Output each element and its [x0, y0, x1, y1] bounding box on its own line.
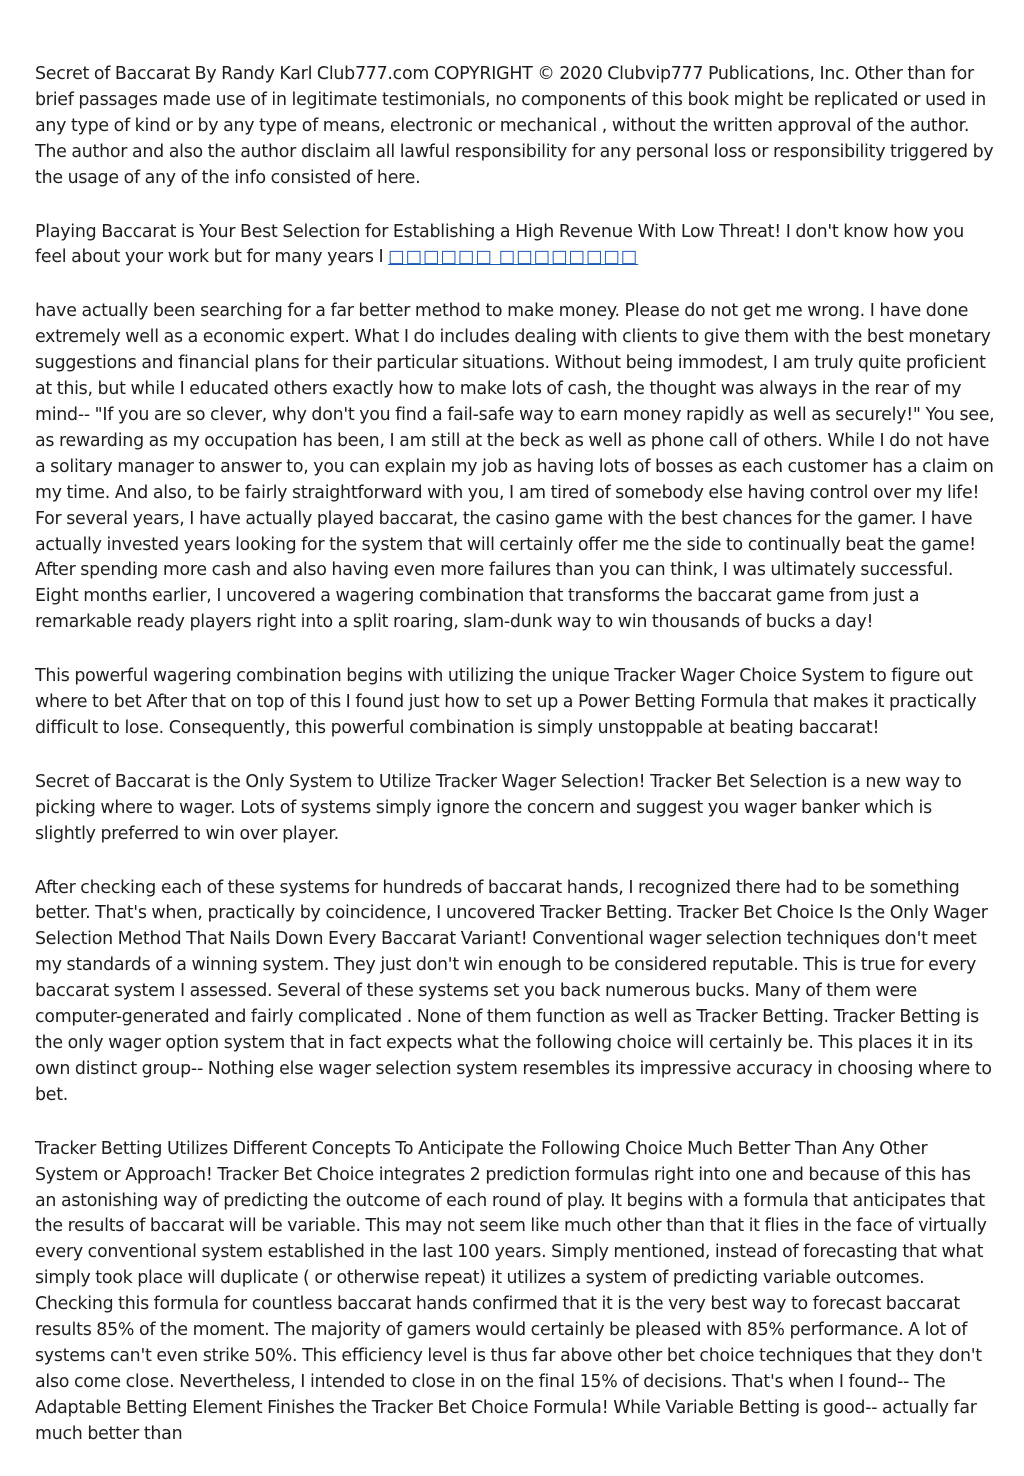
combination-paragraph: This powerful wagering combination begins with utilizing the unique Tracker Wager Choice System to figure out where to bet After that on top of this I found just how to set up a Power Betting Formula that makes it practically difficult to lose. Consequently, this powerful combination is simply unstoppable at beating baccarat!	[35, 666, 977, 738]
story-paragraph: have actually been searching for a far better method to make money. Please do not get me wrong. I have done extremely well as a economic expert. What I do includes dealing with clients to give them with the best monetary suggestions and financial plans for their particular situations. Without being immodest, I am truly quite proficient at this, but while I educated others exactly how to make lots of cash, the thought was always in the rear of my mind-- "If you are so clever, why don't you find a fail-safe way to earn money rapidly as well as securely!" You see, as rewarding as my occupation has been, I am still at the beck as well as phone call of others. While I do not have a solitary manager to answer to, you can explain my job as having lots of bosses as each customer has a claim on my time. And also, to be fairly straightforward with you, I am tired of somebody else having control over my life! For several years, I have actually played baccarat, the casino game with the best chances for the gamer. I have actually invested years looking for the system that will certainly offer me the side to continually beat the game! After spending more cash and also having even more failures than you can think, I was ultimately successful. Eight months earlier, I uncovered a wagering combination that transforms the baccarat game from just a remarkable ready players right into a split roaring, slam-dunk way to win thousands of bucks a day!	[35, 301, 995, 633]
external-link[interactable]: □□□□□□ □□□□□□□□	[388, 247, 639, 268]
copyright-paragraph: Secret of Baccarat By Randy Karl Club777.com COPYRIGHT © 2020 Clubvip777 Publications, Inc. Other than for brief passages made use of in legitimate testimonials, no components of this book might be replicated or used in any type of kind or by any type of means, electronic or mechanical , without the written approval of the author. The author and also the author disclaim all lawful responsibility for any personal loss or responsibility triggered by the usage of any of the info consisted of here.	[35, 64, 994, 188]
checking-systems-paragraph: After checking each of these systems for hundreds of baccarat hands, I recognized there had to be something better. That's when, practically by coincidence, I uncovered Tracker Betting. Tracker Bet Choice Is the Only Wager Selection Method That Nails Down Every Baccarat Variant! Conventional wager selection techniques don't meet my standards of a winning system. They just don't win enough to be considered reputable. This is true for every baccarat system I assessed. Several of these systems set you back numerous bucks. Many of them were computer-generated and fairly complicated . None of them function as well as Tracker Betting. Tracker Betting is the only wager option system that in fact expects what the following choice will certainly be. This places it in its own distinct group-- Nothing else wager selection system resembles its impressive accuracy in choosing where to bet.	[35, 877, 992, 1105]
tracker-selection-paragraph: Secret of Baccarat is the Only System to Utilize Tracker Wager Selection! Tracker Bet Selection is a new way to picking where to wager. Lots of systems simply ignore the concern and suggest you wager banker which is slightly preferred to win over player.	[35, 771, 962, 844]
intro-text: Playing Baccarat is Your Best Selection for Establishing a High Revenue With Low Threat! I don't know how you feel about your work but for many years I	[35, 221, 965, 268]
document-body	[35, 62, 995, 1476]
tracker-betting-paragraph: Tracker Betting Utilizes Different Concepts To Anticipate the Following Choice Much Better Than Any Other System or Approach! Tracker Bet Choice integrates 2 prediction formulas right into one and because of this has an astonishing way of predicting the outcome of each round of play. It begins with a formula that anticipates that the results of baccarat will be variable. This may not seem like much other than that it flies in the face of virtually every conventional system established in the last 100 years. Simply mentioned, instead of forecasting that what simply took place will duplicate ( or otherwise repeat) it utilizes a system of predicting variable outcomes. Checking this formula for countless baccarat hands confirmed that it is the very best way to forecast baccarat results 85% of the moment. The majority of gamers would certainly be pleased with 85% performance. A lot of systems can't even strike 50%. This efficiency level is thus far above other bet choice techniques that they don't also come close. Nevertheless, I intended to close in on the final 15% of decisions. That's when I found-- The Adaptable Betting Element Finishes the Tracker Bet Choice Formula! While Variable Betting is good-- actually far much better than	[35, 1138, 987, 1444]
intro-paragraph	[35, 220, 995, 272]
